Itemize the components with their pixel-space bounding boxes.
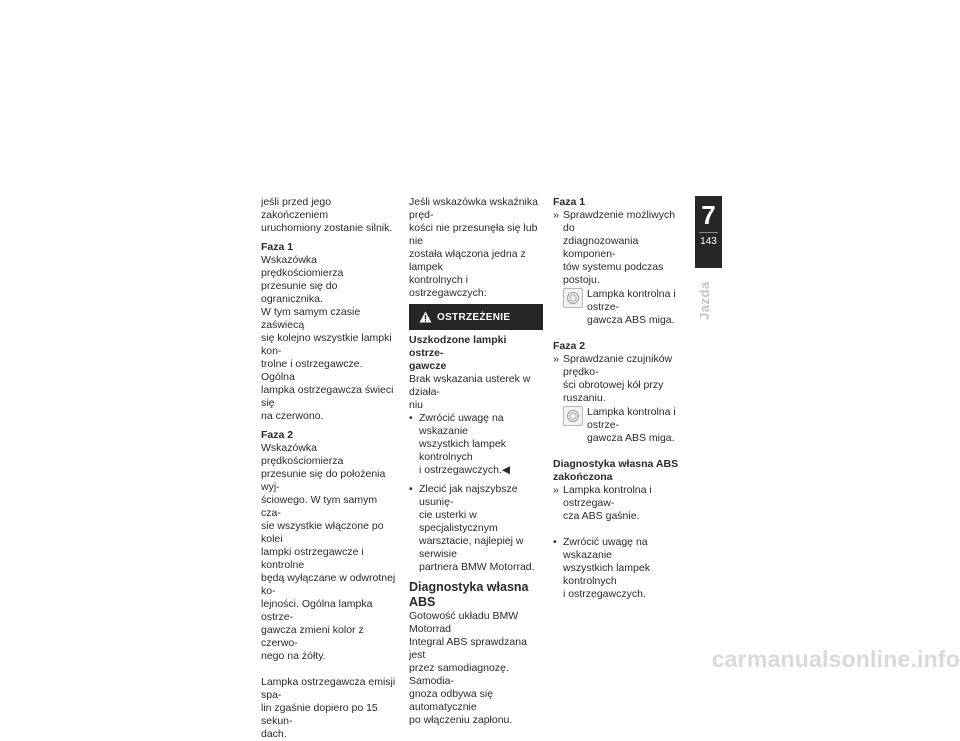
line: Integral ABS sprawdzana jest [409, 636, 527, 661]
line: wszystkich lampek kontrolnych [563, 562, 650, 587]
list-item [553, 209, 689, 327]
chapter-number: 7 [701, 200, 716, 230]
line: Gotowość układu BMW Motorrad [409, 610, 519, 635]
step-marker: » [553, 484, 559, 496]
line: tów systemu podczas postoju. [563, 261, 664, 286]
line: przez samodiagnozę. Samodia- [409, 662, 509, 687]
step-marker: » [553, 353, 559, 365]
line: Lampka kontrolna i ostrze- [587, 406, 676, 431]
line: ści obrotowej kół przy ruszaniu. [563, 379, 664, 404]
line: się kolejno wszystkie lampki kon- [261, 332, 392, 357]
faza2-heading: Faza 2 [261, 429, 294, 441]
line: nego na żółty. [261, 650, 326, 662]
abs-selfdiag-heading: Diagnostyka własna ABS [409, 580, 529, 609]
abs-warning-lamp-icon [563, 288, 583, 308]
line: Brak wskazania usterek w działa- [409, 373, 531, 398]
bullet-marker: • [409, 483, 413, 495]
abs-warning-lamp-icon [563, 406, 583, 426]
line: po włączeniu zapłonu. [409, 714, 513, 726]
line: Wskazówka prędkościomierza [261, 442, 344, 467]
watermark: carmanualsonline.info [711, 646, 960, 672]
list-item [553, 353, 689, 445]
line: i ostrzegawczych. [563, 588, 646, 600]
warning-bullet-list [409, 412, 543, 574]
line: zakończona [553, 471, 613, 483]
line: Sprawdzanie czujników prędko- [563, 353, 673, 378]
line: gawcza zmieni kolor z czerwo- [261, 624, 364, 649]
abs-faza2-heading: Faza 2 [553, 340, 586, 352]
line: trolne i ostrzegawcze. Ogólna [261, 358, 363, 383]
line: będą wyłączane w odwrotnej ko- [261, 572, 396, 597]
line: cie usterki w specjalistycznym [419, 509, 498, 534]
intro-paragraph [261, 196, 399, 235]
line: Zwrócić uwagę na wskazanie [419, 412, 504, 437]
line: Zlecić jak najszybsze usunię- [419, 483, 518, 508]
line: niu [409, 399, 424, 411]
list-item [553, 536, 689, 601]
warning-triangle-icon [419, 311, 432, 323]
faza2-paragraph [261, 442, 399, 663]
warning-label: OSTRZEŻENIE [437, 311, 511, 323]
list-item [409, 412, 543, 477]
line: Lampka ostrzegawcza emisji spa- [261, 676, 396, 701]
list-item [553, 484, 689, 523]
line: gnoza odbywa się automatycznie [409, 688, 494, 713]
abs-done-heading [553, 458, 689, 484]
abs-done-steps [553, 484, 689, 601]
chapter-tab [695, 196, 722, 268]
line: Uszkodzone lampki ostrze- [409, 334, 507, 359]
faza1-heading: Faza 1 [261, 241, 294, 253]
line: Jeśli wskazówka wskaźnika pręd- [409, 196, 538, 221]
line: gawcza ABS miga. [587, 432, 675, 444]
line: wszystkich lampek kontrolnych [419, 438, 506, 463]
line: Zwrócić uwagę na wskazanie [563, 536, 648, 561]
warning-text [409, 373, 543, 412]
line: lin zgaśnie dopiero po 15 sekun- [261, 702, 378, 727]
line: na czerwono. [261, 410, 324, 422]
line: Wskazówka prędkościomierza [261, 254, 344, 279]
faza1-paragraph [261, 254, 399, 423]
line: jeśli przed jego zakończeniem [261, 196, 332, 221]
bullet-marker: • [409, 412, 413, 424]
line: warsztacie, najlepiej w serwisie [419, 535, 524, 560]
list-item [409, 483, 543, 574]
line: dach. [261, 728, 287, 740]
abs-lamp-text [587, 288, 689, 327]
warning-title [409, 334, 543, 373]
tab-divider [699, 232, 718, 233]
line: zdiagnozowania komponen- [563, 235, 639, 260]
abs-lamp-indicator [563, 406, 689, 445]
line: kontrolnych i ostrzegawczych: [409, 274, 487, 299]
emission-lamp-paragraph [261, 676, 399, 741]
line: została włączona jedna z lampek [409, 248, 526, 273]
line: i ostrzegawczych.◀ [419, 464, 510, 476]
line: sie wszystkie włączone po kolei [261, 520, 384, 545]
step-marker: » [553, 209, 559, 221]
line: ściowego. W tym samym cza- [261, 494, 378, 519]
line: przesunie się do ogranicznika. [261, 280, 338, 305]
line: przesunie się do położenia wyj- [261, 468, 386, 493]
abs-faza1-heading: Faza 1 [553, 196, 586, 208]
warning-banner [409, 304, 543, 330]
line: partnera BMW Motorrad. [419, 561, 535, 573]
line: Sprawdzenie możliwych do [563, 209, 676, 234]
line: kości nie przesunęła się lub nie [409, 222, 538, 247]
line: Lampka kontrolna i ostrze- [587, 288, 676, 313]
line: lampki ostrzegawcze i kontrolne [261, 546, 364, 571]
check-intro-paragraph [409, 196, 543, 300]
page-number: 143 [700, 236, 717, 247]
abs-lamp-text [587, 406, 689, 445]
abs-faza1-steps [553, 209, 689, 327]
line: lampka ostrzegawcza świeci się [261, 384, 394, 409]
line: cza ABS gaśnie. [563, 510, 640, 522]
line: Lampka kontrolna i ostrzegaw- [563, 484, 652, 509]
line: uruchomiony zostanie silnik. [261, 222, 393, 234]
bullet-marker: • [553, 536, 557, 548]
column-3 [553, 196, 689, 607]
abs-lamp-indicator [563, 288, 689, 327]
section-side-label: Jazda [697, 281, 712, 320]
column-1 [261, 196, 399, 741]
line: gawcze [409, 360, 447, 372]
abs-faza2-steps [553, 353, 689, 445]
line: gawcza ABS miga. [587, 314, 675, 326]
line: lejności. Ogólna lampka ostrze- [261, 598, 373, 623]
line: Diagnostyka własna ABS [553, 458, 679, 470]
line: W tym samym czasie zaświecą [261, 306, 361, 331]
